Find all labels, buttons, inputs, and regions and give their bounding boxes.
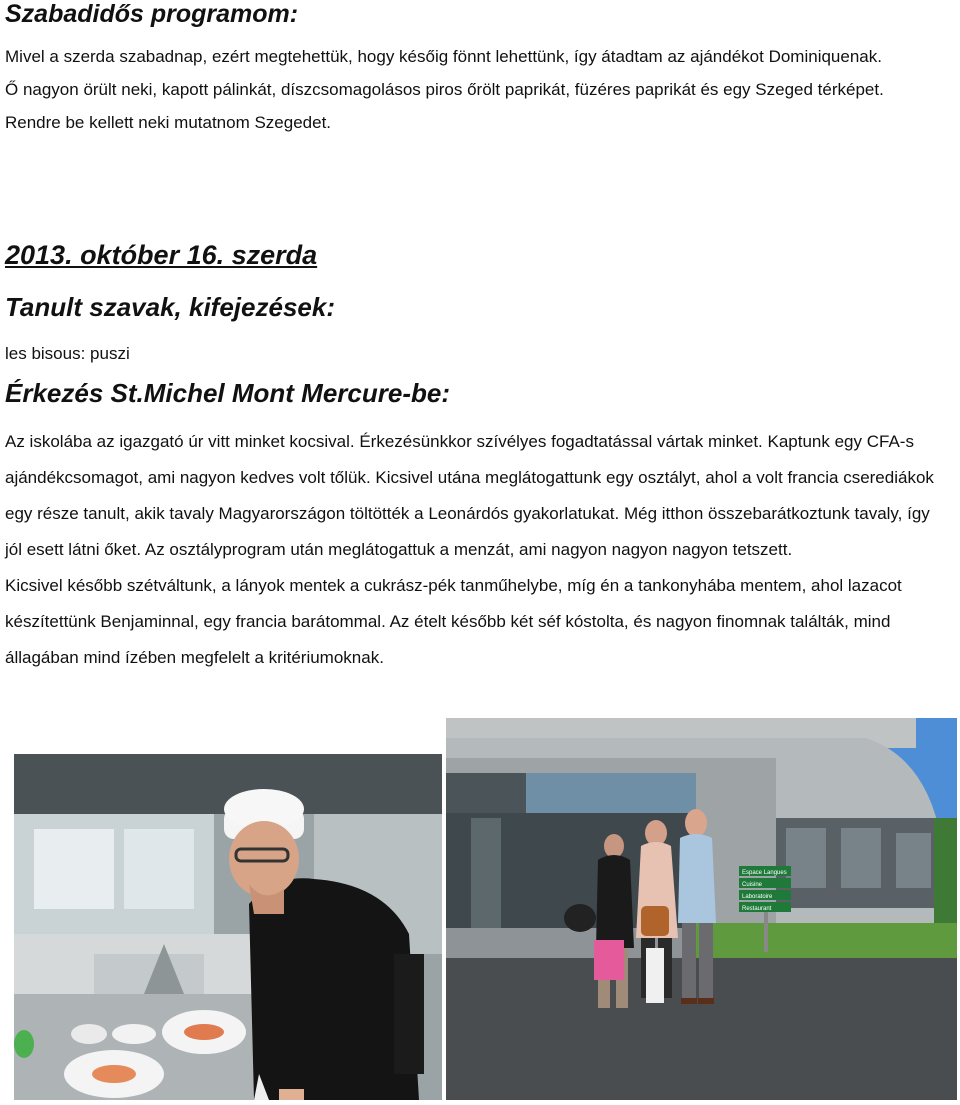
text-line: Mivel a szerda szabadnap, ezért megtehettük, hogy későig fönnt lehettünk, így átadtam az ajándékot Dominiquenak. xyxy=(5,47,882,66)
vocab-heading: Tanult szavak, kifejezések: xyxy=(5,292,335,322)
date-heading: 2013. október 16. szerda xyxy=(5,240,318,270)
group-school-photo xyxy=(446,718,957,1100)
sign-text: Laboratoire xyxy=(742,894,773,900)
text-line: ajándékcsomagot, ami nagyon kedves volt tőlük. Kicsivel utána meglátogattunk egy osztályt, ahol a volt francia cserediákok xyxy=(5,468,934,487)
sign-text: Cuisine xyxy=(742,882,763,888)
text-line: készítettünk Benjaminnal, egy francia barátommal. Az ételt később két séf kóstolta, és nagyon finomnak találták, mind xyxy=(5,612,891,631)
text-line: jól esett látni őket. Az osztályprogram után meglátogattuk a menzát, ami nagyon nagyon nagyon tetszett. xyxy=(5,540,793,559)
chef-kitchen-photo xyxy=(14,754,442,1100)
text-line: Kicsivel később szétváltunk, a lányok mentek a cukrász-pék tanműhelybe, míg én a tankonyhába mentem, ahol lazacot xyxy=(5,576,902,595)
text-line: Az iskolába az igazgató úr vitt minket kocsival. Érkezésünkkor szívélyes fogadtatással vártak minket. Kaptunk egy CFA-s xyxy=(5,432,914,451)
vocab-item: les bisous: puszi xyxy=(5,344,130,363)
free-time-heading: Szabadidős programom: xyxy=(5,0,299,28)
text-line: Rendre be kellett neki mutatnom Szegedet. xyxy=(5,113,332,132)
arrival-paragraph xyxy=(5,424,955,676)
arrival-heading: Érkezés St.Michel Mont Mercure-be: xyxy=(5,378,450,408)
sign-text: Restaurant xyxy=(742,906,772,912)
text-line: Ő nagyon örült neki, kapott pálinkát, díszcsomagolásos piros őrölt paprikát, füzéres paprikát és egy Szeged térképet. xyxy=(5,80,884,99)
free-time-paragraph xyxy=(5,40,955,139)
text-line: egy része tanult, akik tavaly Magyarországon töltötték a Leonárdós gyakorlatukat. Még itthon összebarátkoztunk tavaly, így xyxy=(5,504,930,523)
text-line: állagában mind ízében megfelelt a kritériumoknak. xyxy=(5,648,384,667)
sign-text: Espace Langues xyxy=(742,870,787,876)
